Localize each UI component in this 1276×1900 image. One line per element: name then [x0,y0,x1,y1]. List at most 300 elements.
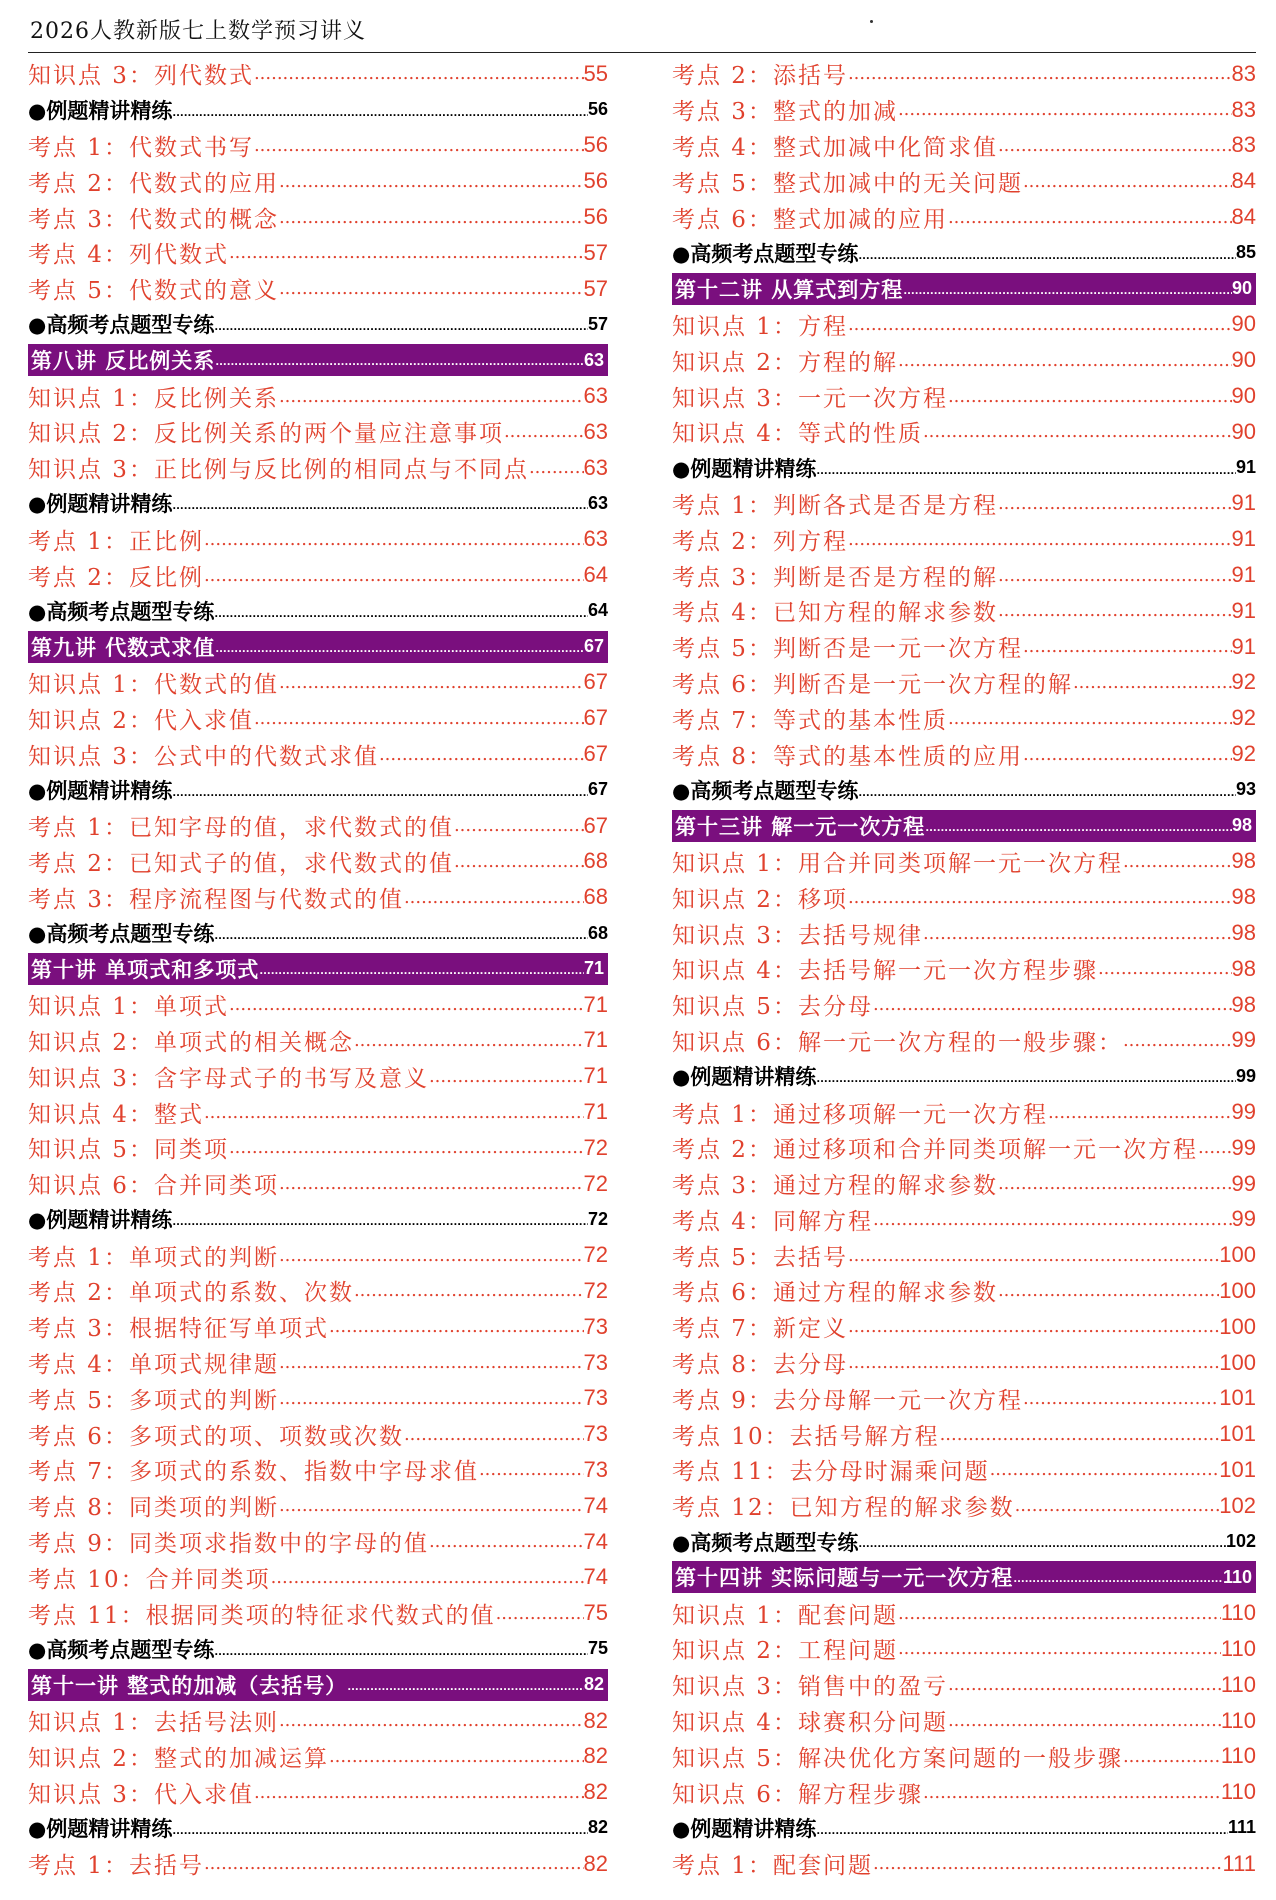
toc-page-number: 99 [1231,1170,1256,1196]
dot-leader [454,851,584,872]
toc-item-row[interactable] [672,1023,1256,1059]
toc-entry-title: 知识点 2：整式的加减运算 [28,1745,329,1772]
toc-page-number: 71 [583,1027,608,1053]
toc-section-row[interactable] [672,1058,1256,1094]
toc-page-number: 110 [1220,1707,1256,1733]
toc-entry-title: 考点 6：多项式的项、项数或次数 [28,1423,404,1450]
page-header: 2026人教新版七上数学预习讲义 [30,19,366,44]
toc-page-number: 67 [583,741,608,767]
toc-item-row[interactable] [672,1202,1256,1238]
toc-entry-title: 知识点 3：含字母式子的书写及意义 [28,1065,429,1092]
dot-leader [204,1102,584,1123]
dot-leader [998,565,1232,586]
toc-item-row[interactable] [672,414,1256,450]
toc-entry-title: 考点 1：正比例 [28,528,204,555]
toc-page-number: 110 [1220,1635,1256,1661]
toc-item-row[interactable] [28,1058,608,1094]
toc-page-number: 98 [1231,815,1252,836]
dot-leader [454,815,584,836]
dot-leader [379,744,584,765]
dot-leader [948,708,1232,729]
toc-section-row[interactable] [28,307,608,343]
toc-page-number: 83 [1231,96,1256,122]
toc-item-row[interactable] [672,1452,1256,1488]
toc-entry-title: ●高频考点题型专练 [672,241,859,266]
toc-item-row[interactable] [672,1846,1256,1882]
toc-page-number: 91 [1231,633,1256,659]
toc-page-number: 99 [1231,1206,1256,1232]
dot-leader [923,923,1232,944]
toc-entry-title: 考点 4：同解方程 [672,1208,873,1235]
toc-page-number: 100 [1219,1277,1256,1303]
toc-section-row[interactable] [28,1202,608,1238]
toc-page-number: 91 [1231,597,1256,623]
dot-leader [1023,744,1232,765]
toc-section-row[interactable] [28,593,608,629]
dot-leader [172,108,588,119]
toc-item-row[interactable] [28,1559,608,1595]
toc-page-number: 100 [1219,1242,1256,1268]
toc-page-number: 98 [1231,991,1256,1017]
toc-chapter-row[interactable] [672,810,1256,842]
toc-item-row[interactable] [28,1488,608,1524]
toc-chapter-row[interactable] [28,1669,608,1701]
dot-leader [496,1603,584,1624]
dot-leader [172,1217,588,1228]
toc-entry-title: ●例题精讲精练 [672,1065,817,1090]
dot-leader [229,242,584,263]
dot-leader [229,1137,584,1158]
toc-page-number: 71 [583,1099,608,1124]
toc-item-row[interactable] [28,1524,608,1560]
toc-item-row[interactable] [672,1595,1256,1631]
toc-section-row[interactable] [672,235,1256,271]
toc-entry-title: 知识点 2：移项 [672,886,848,913]
toc-item-row[interactable] [672,378,1256,414]
dot-leader [279,386,584,407]
toc-item-row[interactable] [28,1130,608,1166]
toc-entry-title: 知识点 3：列代数式 [28,63,254,90]
toc-item-row[interactable] [672,128,1256,164]
toc-entry-title: 考点 1：判断各式是否是方程 [672,492,998,519]
dot-leader [848,1352,1219,1373]
toc-page-number: 110 [1222,1566,1252,1587]
toc-page-number: 72 [583,1242,608,1268]
toc-page-number: 72 [587,1208,608,1229]
toc-entry-title: 考点 3：代数式的概念 [28,206,279,233]
toc-entry-title: ●高频考点题型专练 [28,922,215,947]
dot-leader [172,501,588,512]
toc-page-number: 71 [583,991,608,1017]
toc-item-row[interactable] [28,1309,608,1345]
dot-leader [848,887,1232,908]
toc-page-number: 91 [1231,526,1256,552]
toc-item-row[interactable] [672,342,1256,378]
toc-item-row[interactable] [28,1738,608,1774]
toc-item-row[interactable] [672,1738,1256,1774]
toc-item-row[interactable] [672,307,1256,343]
toc-entry-title: 知识点 1：配套问题 [672,1602,898,1629]
toc-page-number: 73 [583,1385,608,1411]
toc-entry-title: 考点 5：去括号 [672,1244,848,1271]
toc-entry-title: 第八讲 反比例关系 [31,349,216,374]
toc-item-row[interactable] [672,987,1256,1023]
toc-section-row[interactable] [672,1810,1256,1846]
toc-item-row[interactable] [28,1416,608,1452]
toc-entry-title: 考点 9：同类项求指数中的字母的值 [28,1531,429,1558]
toc-item-row[interactable] [672,1273,1256,1309]
dot-leader [279,1352,584,1373]
toc-page-number: 82 [583,1850,608,1876]
dot-leader [279,1710,584,1731]
dot-leader [172,788,588,799]
toc-page-number: 111 [1227,1817,1256,1838]
toc-item-row[interactable] [672,951,1256,987]
toc-section-row[interactable] [28,915,608,951]
toc-entry-title: 考点 1：去括号 [28,1853,204,1880]
toc-page-number: 90 [1231,418,1256,444]
toc-page-number: 91 [1235,457,1256,478]
toc-item-row[interactable] [28,1345,608,1381]
toc-page-number: 75 [583,1600,608,1626]
dot-leader [254,135,584,156]
dot-leader [998,600,1232,621]
dot-leader [254,1782,584,1803]
toc-entry-title: 知识点 6：解一元一次方程的一般步骤： [672,1029,1123,1056]
toc-page-number: 67 [583,705,608,731]
toc-item-row[interactable] [28,1380,608,1416]
toc-entry-title: 考点 1：已知字母的值，求代数式的值 [28,815,454,842]
toc-item-row[interactable] [28,1595,608,1631]
toc-item-row[interactable] [28,56,608,92]
dot-leader [347,1682,584,1693]
dot-leader [204,529,584,550]
toc-entry-title: ●例题精讲精练 [672,456,817,481]
dot-leader [848,1316,1219,1337]
toc-entry-title: 知识点 3：正比例与反比例的相同点与不同点 [28,457,529,484]
toc-item-row[interactable] [28,1023,608,1059]
toc-section-row[interactable] [28,92,608,128]
toc-chapter-row[interactable] [672,1561,1256,1593]
toc-entry-title: ●例题精讲精练 [28,1208,173,1233]
toc-page-number: 100 [1219,1349,1256,1375]
toc-page-number: 74 [583,1564,608,1590]
toc-item-row[interactable] [28,1166,608,1202]
toc-entry-title: 考点 2：通过移项和合并同类项解一元一次方程 [672,1137,1198,1164]
toc-page-number: 55 [583,60,608,86]
toc-section-row[interactable] [28,772,608,808]
toc-page-number: 110 [1220,1779,1256,1805]
toc-section-row[interactable] [672,772,1256,808]
toc-item-row[interactable] [672,1237,1256,1273]
dot-leader [858,1539,1226,1550]
toc-entry-title: 考点 3：根据特征写单项式 [28,1316,329,1343]
toc-entry-title: 知识点 3：去括号规律 [672,922,923,949]
toc-page-number: 85 [1235,242,1256,263]
toc-page-number: 71 [583,1063,608,1089]
toc-page-number: 102 [1225,1531,1256,1552]
dot-leader [214,931,588,942]
toc-entry-title: 考点 7：新定义 [672,1316,848,1343]
toc-entry-title: 知识点 5：同类项 [28,1137,229,1164]
toc-item-row[interactable] [672,1309,1256,1345]
toc-entry-title: 知识点 6：解方程步骤 [672,1781,923,1808]
toc-entry-title: 考点 5：整式加减中的无关问题 [672,170,1023,197]
dot-leader [279,278,584,299]
dot-leader [1015,1495,1220,1516]
toc-entry-title: 考点 4：单项式规律题 [28,1352,279,1379]
toc-page-number: 72 [583,1277,608,1303]
toc-entry-title: 知识点 5：解决优化方案问题的一般步骤 [672,1745,1123,1772]
toc-page-number: 93 [1235,779,1256,800]
toc-chapter-row[interactable] [672,273,1256,305]
toc-item-row[interactable] [672,879,1256,915]
dot-leader [354,1030,584,1051]
dot-leader [948,207,1232,228]
toc-item-row[interactable] [28,128,608,164]
toc-page-number: 67 [583,636,604,657]
toc-entry-title: 考点 2：单项式的系数、次数 [28,1280,354,1307]
toc-page-number: 99 [1231,1099,1256,1124]
dot-leader [998,1173,1232,1194]
toc-entry-title: ●高频考点题型专练 [28,313,215,338]
toc-item-row[interactable] [672,163,1256,199]
toc-entry-title: 考点 7：等式的基本性质 [672,707,948,734]
toc-item-row[interactable] [672,665,1256,701]
toc-entry-title: 考点 3：判断是否是方程的解 [672,564,998,591]
toc-item-row[interactable] [672,521,1256,557]
dot-leader [848,63,1232,84]
toc-entry-title: ●例题精讲精练 [28,492,173,517]
toc-page-number: 71 [583,958,604,979]
toc-item-row[interactable] [672,736,1256,772]
toc-item-row[interactable] [672,1094,1256,1130]
dot-leader [858,788,1236,799]
toc-entry-title: 考点 10：合并同类项 [28,1566,271,1593]
toc-item-row[interactable] [28,378,608,414]
toc-page-number: 98 [1231,848,1256,874]
toc-chapter-row[interactable] [28,344,608,376]
toc-page-number: 98 [1231,955,1256,981]
dot-leader [279,1173,584,1194]
toc-item-row[interactable] [672,1345,1256,1381]
toc-item-row[interactable] [672,1703,1256,1739]
toc-item-row[interactable] [672,199,1256,235]
toc-item-row[interactable] [28,414,608,450]
toc-entry-title: 考点 12：已知方程的解求参数 [672,1495,1015,1522]
toc-page-number: 75 [587,1638,608,1659]
dot-leader [923,421,1232,442]
toc-entry-title: 考点 10：去括号解方程 [672,1423,940,1450]
toc-item-row[interactable] [672,1380,1256,1416]
toc-item-row[interactable] [672,629,1256,665]
dot-leader [998,493,1232,514]
toc-entry-title: 考点 5：多项式的判断 [28,1387,279,1414]
toc-page-number: 57 [583,239,608,265]
dot-leader [329,1316,584,1337]
toc-item-row[interactable] [28,879,608,915]
toc-item-row[interactable] [28,1452,608,1488]
toc-item-row[interactable] [28,1094,608,1130]
toc-entry-title: 知识点 4：去括号解一元一次方程步骤 [672,958,1098,985]
toc-item-row[interactable] [672,1166,1256,1202]
toc-page-number: 73 [583,1313,608,1339]
toc-item-row[interactable] [28,450,608,486]
dot-leader [404,1424,584,1445]
toc-page-number: 91 [1231,490,1256,516]
toc-item-row[interactable] [672,1130,1256,1166]
dot-leader [903,286,1232,297]
toc-entry-title: 知识点 6：合并同类项 [28,1173,279,1200]
toc-entry-title: 考点 11：根据同类项的特征求代数式的值 [28,1602,496,1629]
dot-leader [215,644,584,655]
toc-entry-title: 考点 6：判断否是一元一次方程的解 [672,671,1073,698]
toc-item-row[interactable] [672,1416,1256,1452]
dot-leader [354,1280,584,1301]
dot-leader [923,1782,1221,1803]
toc-item-row[interactable] [28,1774,608,1810]
toc-item-row[interactable] [28,808,608,844]
toc-section-row[interactable] [672,1524,1256,1560]
toc-entry-title: 考点 1：代数式书写 [28,134,254,161]
toc-entry-title: 考点 2：已知式子的值，求代数式的值 [28,850,454,877]
toc-page-number: 63 [583,526,608,552]
toc-entry-title: ●高频考点题型专练 [672,1530,859,1555]
dot-leader [925,823,1232,834]
toc-page-number: 99 [1235,1065,1256,1086]
toc-item-row[interactable] [28,1273,608,1309]
dot-leader [254,708,584,729]
toc-page-number: 63 [583,349,604,370]
dot-leader [1198,1137,1232,1158]
dot-leader [898,1603,1221,1624]
toc-item-row[interactable] [28,521,608,557]
toc-entry-title: 第十讲 单项式和多项式 [31,957,260,982]
toc-page-number: 102 [1219,1492,1256,1518]
toc-page-number: 63 [583,383,608,409]
dot-leader [271,1567,584,1588]
toc-entry-title: 考点 8：同类项的判断 [28,1495,279,1522]
toc-entry-title: ●高频考点题型专练 [28,599,215,624]
toc-entry-title: 第十四讲 实际问题与一元一次方程 [675,1566,1014,1591]
toc-entry-title: 知识点 2：单项式的相关概念 [28,1029,354,1056]
toc-page-number: 110 [1220,1671,1256,1697]
toc-page-number: 56 [587,99,608,120]
toc-page-number: 63 [583,418,608,444]
toc-page-number: 99 [1231,1027,1256,1053]
dot-leader [1123,1030,1232,1051]
toc-page-number: 83 [1231,132,1256,158]
toc-item-row[interactable] [28,1237,608,1273]
toc-entry-title: 考点 2：添括号 [672,63,848,90]
dot-leader [429,1531,584,1552]
toc-item-row[interactable] [672,700,1256,736]
dot-leader [1073,672,1232,693]
toc-item-row[interactable] [28,163,608,199]
toc-page-number: 68 [583,848,608,874]
toc-section-row[interactable] [28,1810,608,1846]
toc-item-row[interactable] [672,593,1256,629]
toc-entry-title: ●高频考点题型专练 [28,1637,215,1662]
toc-entry-title: 考点 2：代数式的应用 [28,170,279,197]
toc-item-row[interactable] [672,1667,1256,1703]
toc-item-row[interactable] [672,1488,1256,1524]
toc-entry-title: 第十一讲 整式的加减（去括号） [31,1673,348,1698]
toc-entry-title: ●例题精讲精练 [672,1816,817,1841]
toc-item-row[interactable] [672,56,1256,92]
toc-entry-title: 第十二讲 从算式到方程 [675,277,904,302]
toc-item-row[interactable] [28,271,608,307]
toc-item-row[interactable] [28,987,608,1023]
toc-item-row[interactable] [28,844,608,880]
dot-leader [1023,171,1232,192]
toc-page-number: 67 [587,779,608,800]
toc-entry-title: 知识点 2：反比例关系的两个量应注意事项 [28,421,504,448]
toc-item-row[interactable] [28,557,608,593]
toc-chapter-row[interactable] [28,953,608,985]
toc-page-number: 64 [587,600,608,621]
toc-page-number: 90 [1231,347,1256,373]
toc-item-row[interactable] [672,1631,1256,1667]
toc-page-number: 73 [583,1349,608,1375]
dot-leader [215,357,584,368]
toc-chapter-row[interactable] [28,631,608,663]
toc-entry-title: 知识点 4：等式的性质 [672,421,923,448]
dot-leader [940,1424,1220,1445]
toc-page-number: 98 [1231,884,1256,910]
toc-item-row[interactable] [28,700,608,736]
toc-item-row[interactable] [28,199,608,235]
toc-entry-title: 第十三讲 解一元一次方程 [675,814,926,839]
toc-entry-title: 知识点 3：代入求值 [28,1781,254,1808]
toc-item-row[interactable] [672,92,1256,128]
toc-item-row[interactable] [28,1846,608,1882]
toc-left-column [28,56,608,1882]
toc-page-number: 67 [583,812,608,838]
toc-item-row[interactable] [672,557,1256,593]
toc-section-row[interactable] [672,450,1256,486]
dot-leader [429,1066,584,1087]
toc-entry-title: 考点 1：配套问题 [672,1853,873,1880]
toc-item-row[interactable] [672,915,1256,951]
toc-item-row[interactable] [28,1703,608,1739]
dot-leader [204,565,584,586]
dot-leader [848,1245,1219,1266]
toc-entry-title: 考点 1：通过移项解一元一次方程 [672,1101,1048,1128]
toc-item-row[interactable] [672,1774,1256,1810]
toc-page-number: 84 [1231,204,1256,230]
toc-section-row[interactable] [28,486,608,522]
toc-item-row[interactable] [28,736,608,772]
toc-entry-title: 考点 5：判断否是一元一次方程 [672,636,1023,663]
toc-item-row[interactable] [28,665,608,701]
toc-entry-title: 考点 2：反比例 [28,564,204,591]
toc-item-row[interactable] [672,844,1256,880]
toc-item-row[interactable] [672,486,1256,522]
dot-leader [204,1853,584,1874]
toc-section-row[interactable] [28,1631,608,1667]
toc-page-number: 101 [1219,1385,1256,1411]
dot-leader [279,672,584,693]
toc-entry-title: 考点 3：程序流程图与代数式的值 [28,886,404,913]
toc-entry-title: 考点 4：列代数式 [28,242,229,269]
toc-entry-title: 考点 1：单项式的判断 [28,1244,279,1271]
dot-leader [1123,851,1232,872]
toc-page-number: 68 [587,922,608,943]
toc-item-row[interactable] [28,235,608,271]
toc-entry-title: 知识点 1：代数式的值 [28,671,279,698]
dot-leader [948,1710,1221,1731]
